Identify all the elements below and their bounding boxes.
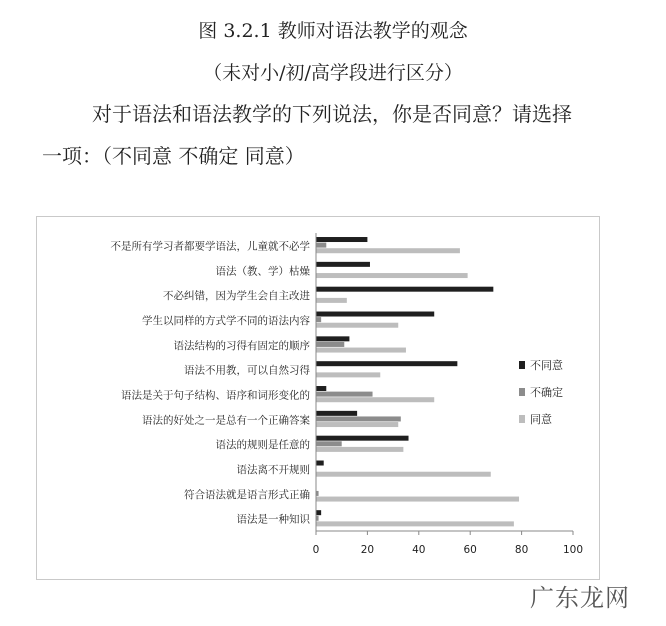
- figure-subtitle: （未对小/初/高学段进行区分）: [203, 62, 463, 84]
- legend-swatch-unsure: [519, 388, 525, 396]
- question-text-line-2: 一项：（不同意 不确定 同意）: [42, 144, 305, 168]
- bar-agree: [316, 273, 468, 278]
- bar-disagree: [316, 436, 409, 441]
- bar-unsure: [316, 441, 342, 446]
- bar-unsure: [316, 392, 373, 397]
- bar-disagree: [316, 461, 324, 466]
- category-label: 不必纠错，因为学生会自主改进: [163, 290, 310, 303]
- bar-agree: [316, 497, 519, 502]
- category-label: 不是所有学习者都要学语法，儿童就不必学: [110, 240, 310, 253]
- bar-agree: [316, 472, 491, 477]
- bar-disagree: [316, 361, 457, 366]
- category-label: 语法不用教，可以自然习得: [184, 364, 310, 377]
- category-label: 语法是关于句子结构、语序和词形变化的: [121, 389, 310, 402]
- x-tick-label: 40: [412, 544, 426, 556]
- bar-disagree: [316, 336, 349, 341]
- bar-disagree: [316, 287, 493, 292]
- bar-unsure: [316, 342, 344, 347]
- legend-label: 不确定: [530, 386, 563, 399]
- question-text-line-1: 对于语法和语法教学的下列说法，你是否同意？请选择: [92, 102, 572, 126]
- category-label: 语法离不开规则: [236, 463, 310, 476]
- bar-unsure: [316, 317, 321, 322]
- bar-chart: [37, 217, 601, 581]
- bar-disagree: [316, 312, 434, 317]
- category-label: 语法（教、学）枯燥: [215, 265, 310, 278]
- category-label: 语法是一种知识: [236, 513, 310, 526]
- bar-agree: [316, 422, 398, 427]
- bar-agree: [316, 323, 398, 328]
- bar-agree: [316, 397, 434, 402]
- x-tick-label: 0: [312, 544, 320, 556]
- bar-agree: [316, 372, 380, 377]
- bar-agree: [316, 447, 403, 452]
- bar-disagree: [316, 237, 367, 242]
- x-tick-label: 100: [562, 544, 584, 556]
- bar-agree: [316, 348, 406, 353]
- x-tick-label: 80: [514, 544, 529, 556]
- category-label: 语法结构的习得有固定的顺序: [173, 339, 310, 352]
- legend-swatch-agree: [519, 415, 525, 423]
- bar-disagree: [316, 411, 357, 416]
- bar-agree: [316, 298, 347, 303]
- legend-swatch-disagree: [519, 361, 525, 369]
- bar-disagree: [316, 386, 326, 391]
- category-label: 符合语法就是语言形式正确: [184, 488, 310, 501]
- bar-unsure: [316, 416, 401, 421]
- bar-agree: [316, 521, 514, 526]
- legend-label: 同意: [530, 413, 552, 426]
- figure-title: 图 3.2.1 教师对语法教学的观念: [198, 20, 468, 42]
- bar-unsure: [316, 243, 326, 248]
- category-label: 语法的规则是任意的: [215, 439, 310, 452]
- x-tick-label: 60: [463, 544, 477, 556]
- bar-disagree: [316, 510, 321, 515]
- category-label: 学生以同样的方式学不同的语法内容: [142, 314, 310, 327]
- bar-disagree: [316, 262, 370, 267]
- x-tick-label: 20: [360, 544, 375, 556]
- legend-label: 不同意: [530, 359, 563, 372]
- chart-frame: [36, 216, 600, 580]
- bar-agree: [316, 248, 460, 253]
- category-label: 语法的好处之一是总有一个正确答案: [142, 414, 310, 427]
- watermark: 广东龙网: [530, 584, 630, 612]
